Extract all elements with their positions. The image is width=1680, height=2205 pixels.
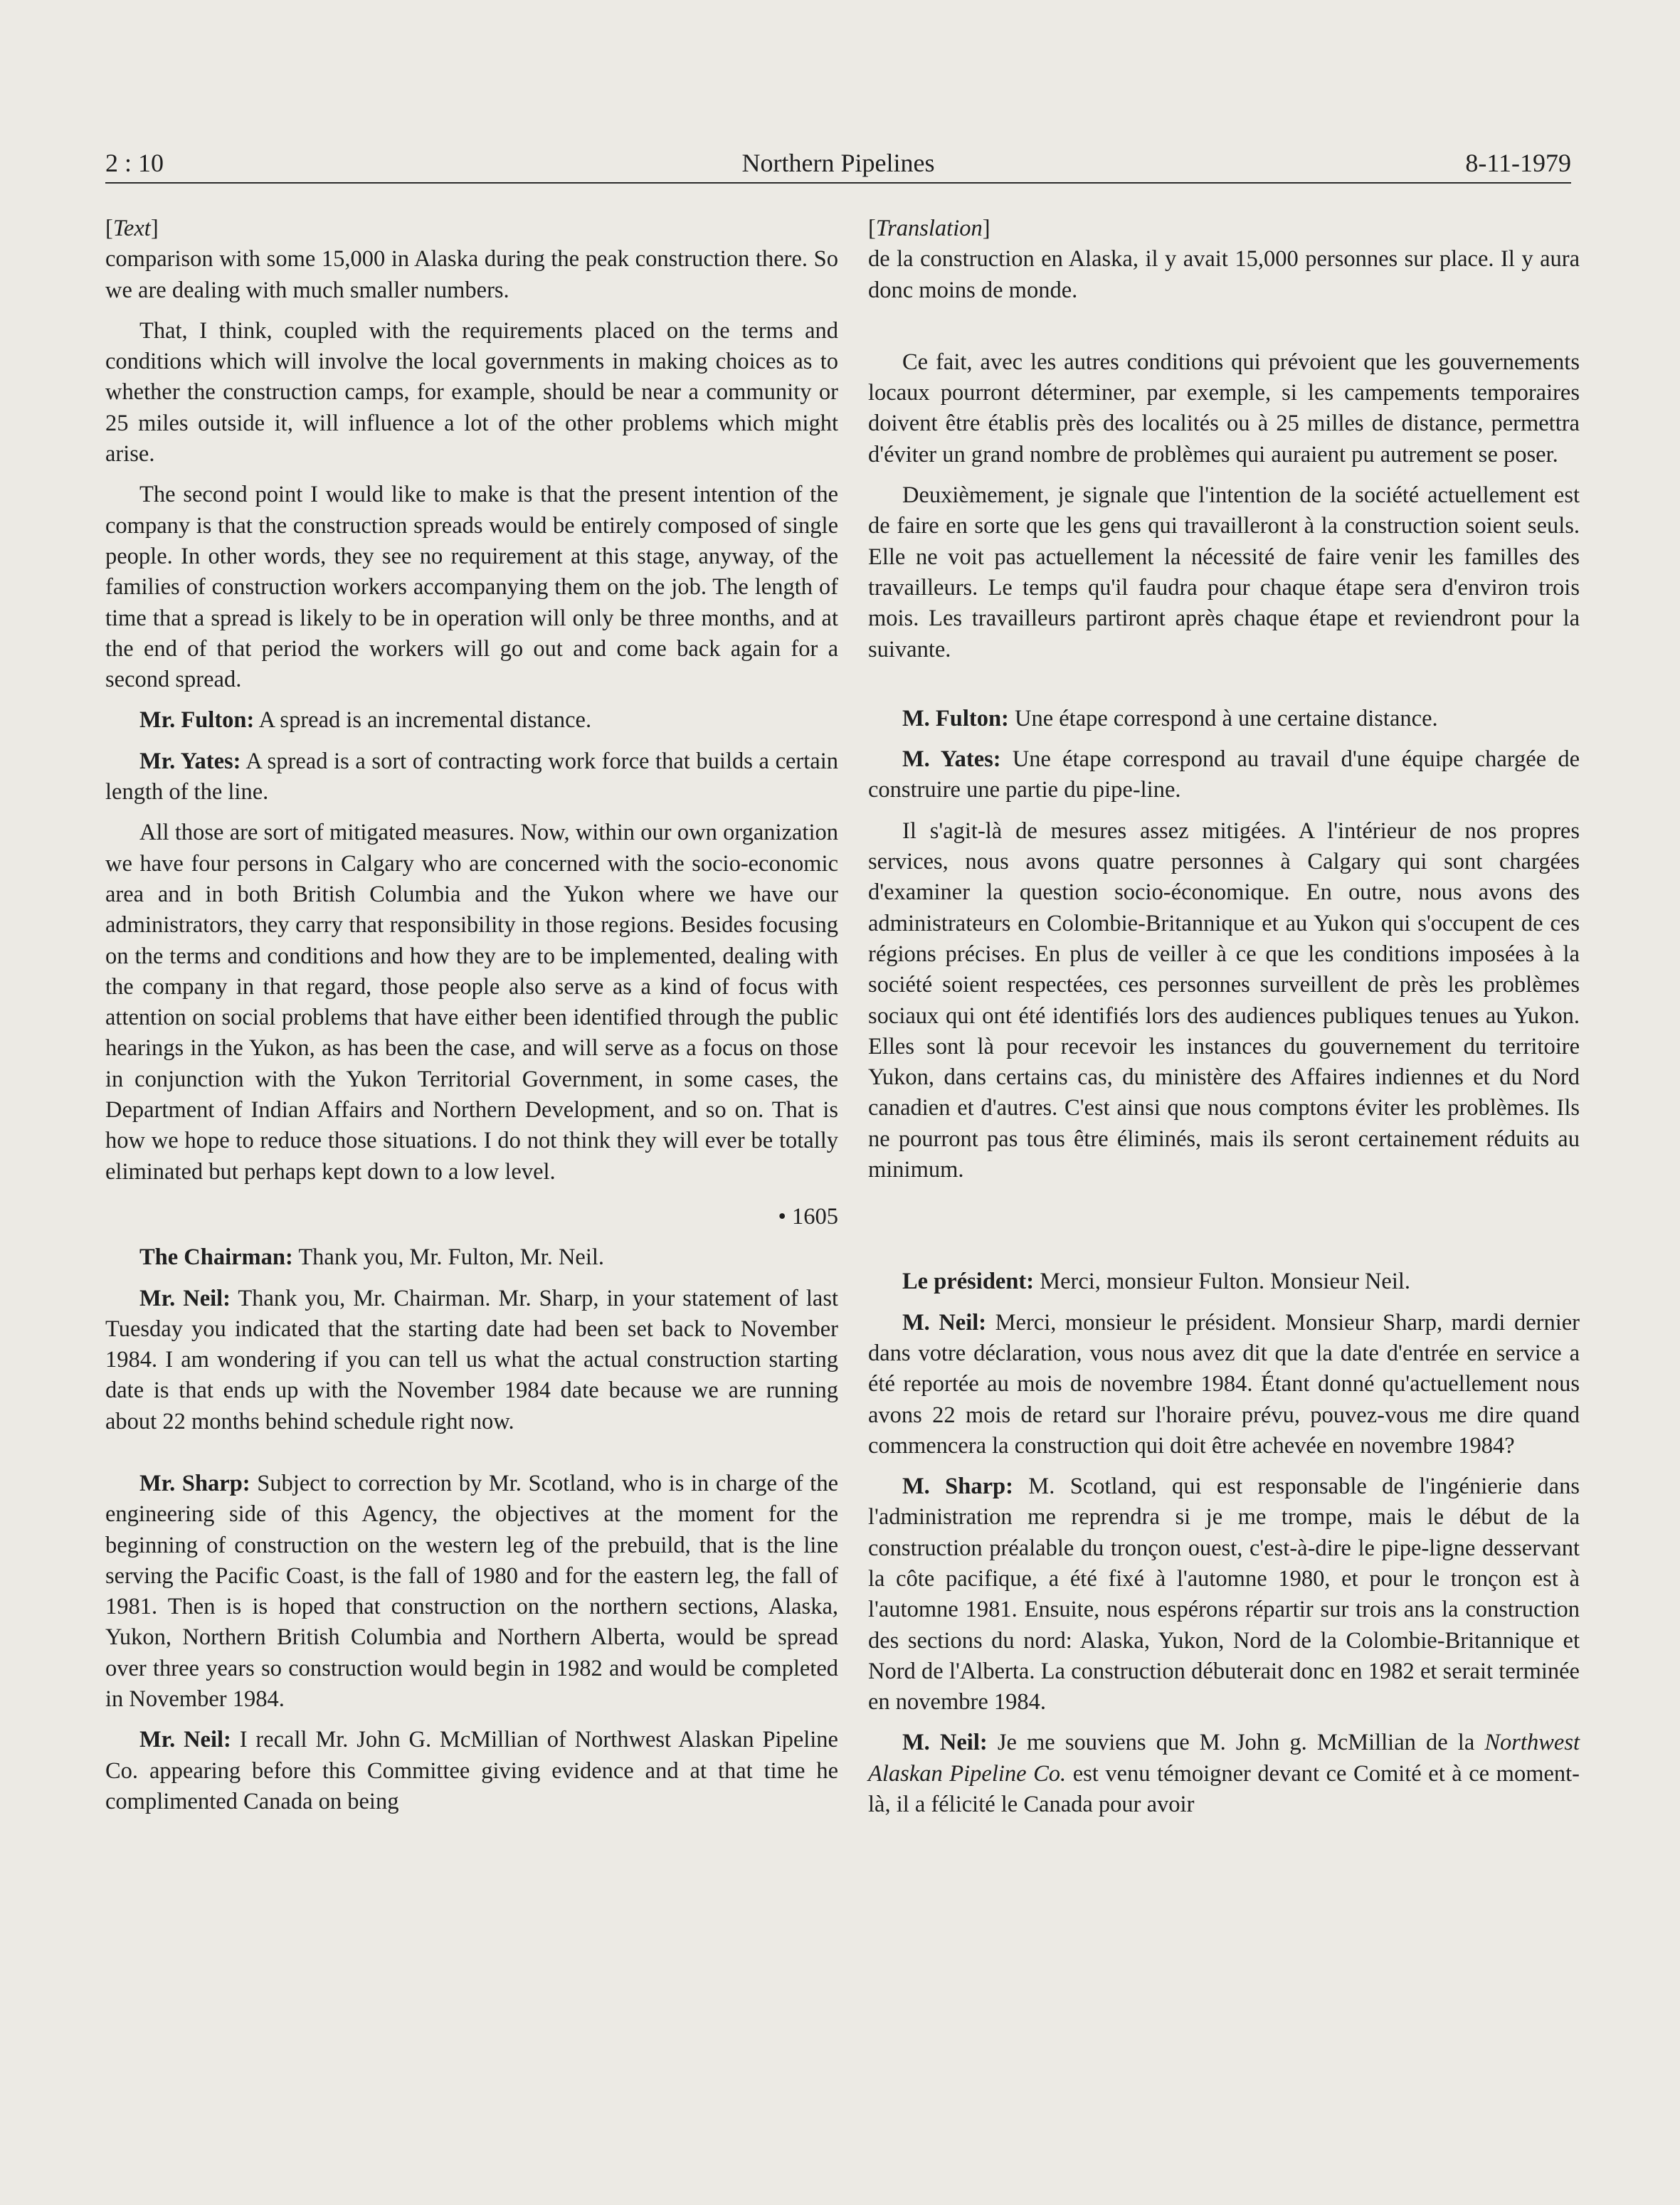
paragraph: de la construction en Alaska, il y avait 15,000 personnes sur place. Il y aura donc moins de monde. bbox=[868, 246, 1580, 303]
speech-fulton: M. Fulton: Une étape correspond à une certaine distance. bbox=[902, 705, 1438, 731]
publication-title: Northern Pipelines bbox=[741, 149, 935, 177]
speech-yates: Mr. Yates: A spread is a sort of contracting work force that builds a certain length of the line. bbox=[105, 748, 838, 805]
time-marker: • 1605 bbox=[778, 1203, 838, 1230]
speech-neil: Mr. Neil: Thank you, Mr. Chairman. Mr. Sharp, in your statement of last Tuesday you indicated that the starting date had been set back to November 1984. I am wondering if you can tell us what the actual construction starting date is that ends up with the November 1984 date because we are running about 22 months behind schedule right now. bbox=[105, 1285, 838, 1434]
paragraph: The second point I would like to make is that the present intention of the company is that the construction spreads would be entirely composed of single people. In other words, they see no requirement at this stage, anyway, of the families of construction workers accompanying them on the job. The length of time that a spread is likely to be in operation will only be three months, and at the end of that period the workers will go out and come back again for a second spread. bbox=[105, 482, 838, 693]
paragraph: All those are sort of mitigated measures. Now, within our own organization we have four persons in Calgary who are concerned with the socio-economic area and in both British Columbia and the Yukon where we have our administrators, they carry that responsibility in those regions. Besides focusing on the terms and conditions and how they are to be implemented, dealing with the company in that regard, those people also serve as a kind of focus with attention on social problems that have either been identified through the public hearings in the Yukon, as has been the case, and will serve as a focus on those in conjunction with the Yukon Territorial Government, in some cases, the Department of Indian Affairs and Northern Development, and so on. That is how we hope to reduce those situations. I do not think they will ever be totally eliminated but perhaps kept down to a low level. bbox=[105, 820, 838, 1185]
paragraph: Il s'agit-là de mesures assez mitigées. A l'intérieur de nos propres services, nous avons quatre personnes à Calgary qui sont chargées d'examiner la question socio-économique. En outre, nous avons des administrateurs en Colombie-Britannique et au Yukon qui s'occupent de ces régions précises. En plus de veiller à ce que les conditions imposées à la société soient respectées, ces personnes surveillent de près les problèmes sociaux qui ont été identifiés lors des audiences publiques tenues au Yukon. Elles sont là pour recevoir les instances du gouvernement du territoire Yukon, dans certains cas, du ministère des Affaires indiennes et du Nord canadien et d'autres. C'est ainsi que nous comptons éviter les problèmes. Ils ne pourront pas tous être éliminés, mais ils seront certainement réduits au minimum. bbox=[868, 818, 1580, 1183]
paragraph: That, I think, coupled with the requirements placed on the terms and conditions which will involve the local governments in making choices as to whether the construction camps, for example, should be near a community or 25 miles outside it, will influence a lot of the other problems which might arise. bbox=[105, 317, 838, 467]
speech-chairman: The Chairman: Thank you, Mr. Fulton, Mr. Neil. bbox=[139, 1244, 605, 1271]
paragraph: Deuxièmement, je signale que l'intention de la société actuellement est de faire en sorte que les gens qui travailleront à la construction soient seuls. Elle ne voit pas actuellement la nécessité de faire venir les familles des travailleurs. Le temps qu'il faudra pour chaque étape sera d'environ trois mois. Les travailleurs partiront après chaque étape et reviendront pour la suivante. bbox=[868, 482, 1580, 662]
speech-neil: M. Neil: Je me souviens que M. John g. McMillian de la Northwest Alaskan Pipeline Co. est venu témoigner devant ce Comité et à ce moment-là, il a félicité le Canada pour avoir bbox=[868, 1730, 1580, 1818]
french-column bbox=[868, 213, 1580, 1830]
speech-sharp: Mr. Sharp: Subject to correction by Mr. Scotland, who is in charge of the engineering side of this Agency, the objectives at the moment for the beginning of construction on the western leg of the prebuild, that is the line serving the Pacific Coast, is the fall of 1980 and for the eastern leg, the fall of 1981. Then is is hoped that construction on the northern sections, Alaska, Yukon, Northern British Columbia and Northern Alberta, would be spread over three years so construction would begin in 1982 and would be completed in November 1984. bbox=[105, 1470, 839, 1713]
english-column bbox=[105, 213, 838, 1827]
speech-neil: Mr. Neil: I recall Mr. John G. McMillian of Northwest Alaskan Pipeline Co. appearing before this Committee giving evidence and at that time he complimented Canada on being bbox=[105, 1727, 838, 1814]
paragraph: Ce fait, avec les autres conditions qui prévoient que les gouvernements locaux pourront déterminer, par exemple, si les campements temporaires doivent être établis près des localités ou à 25 milles de distance, permettra d'éviter un grand nombre de problèmes qui auraient pu autrement se poser. bbox=[868, 349, 1580, 467]
speech-fulton: Mr. Fulton: A spread is an incremental distance. bbox=[139, 707, 592, 734]
issue-date: 8-11-1979 bbox=[1465, 149, 1571, 177]
page-header bbox=[105, 142, 1571, 184]
translation-label: [Translation] bbox=[868, 216, 990, 241]
text-label: [Text] bbox=[105, 216, 159, 241]
paragraph: comparison with some 15,000 in Alaska during the peak construction there. So we are dealing with much smaller numbers. bbox=[105, 246, 838, 303]
speech-neil: M. Neil: Merci, monsieur le président. Monsieur Sharp, mardi dernier dans votre déclaration, vous nous avez dit que la date d'entrée en service a été reportée au mois de novembre 1984. Étant donné qu'actuellement nous avons 22 mois de retard sur l'horaire prévu, pouvez-vous me dire quand commencera la construction qui doit être achevée en novembre 1984? bbox=[868, 1309, 1580, 1459]
speech-sharp: M. Sharp: M. Scotland, qui est responsable de l'ingénierie dans l'administration me reprendra si je me trompe, mais le début de la construction préalable du tronçon ouest, c'est-à-dire le pipe-ligne desservant la côte pacifique, a été fixé à l'automne 1980, et pour le tronçon est à l'automne 1981. Ensuite, nous espérons répartir sur trois ans la construction des sections du nord: Alaska, Yukon, Nord de la Colombie-Britannique et Nord de l'Alberta. La construction débuterait donc en 1982 et serait terminée en novembre 1984. bbox=[868, 1474, 1580, 1715]
page-number: 2 : 10 bbox=[105, 149, 164, 177]
speech-chairman: Le président: Merci, monsieur Fulton. Monsieur Neil. bbox=[902, 1269, 1411, 1295]
speech-yates: M. Yates: Une étape correspond au travail d'une équipe chargée de construire une partie du pipe-line. bbox=[868, 746, 1580, 803]
